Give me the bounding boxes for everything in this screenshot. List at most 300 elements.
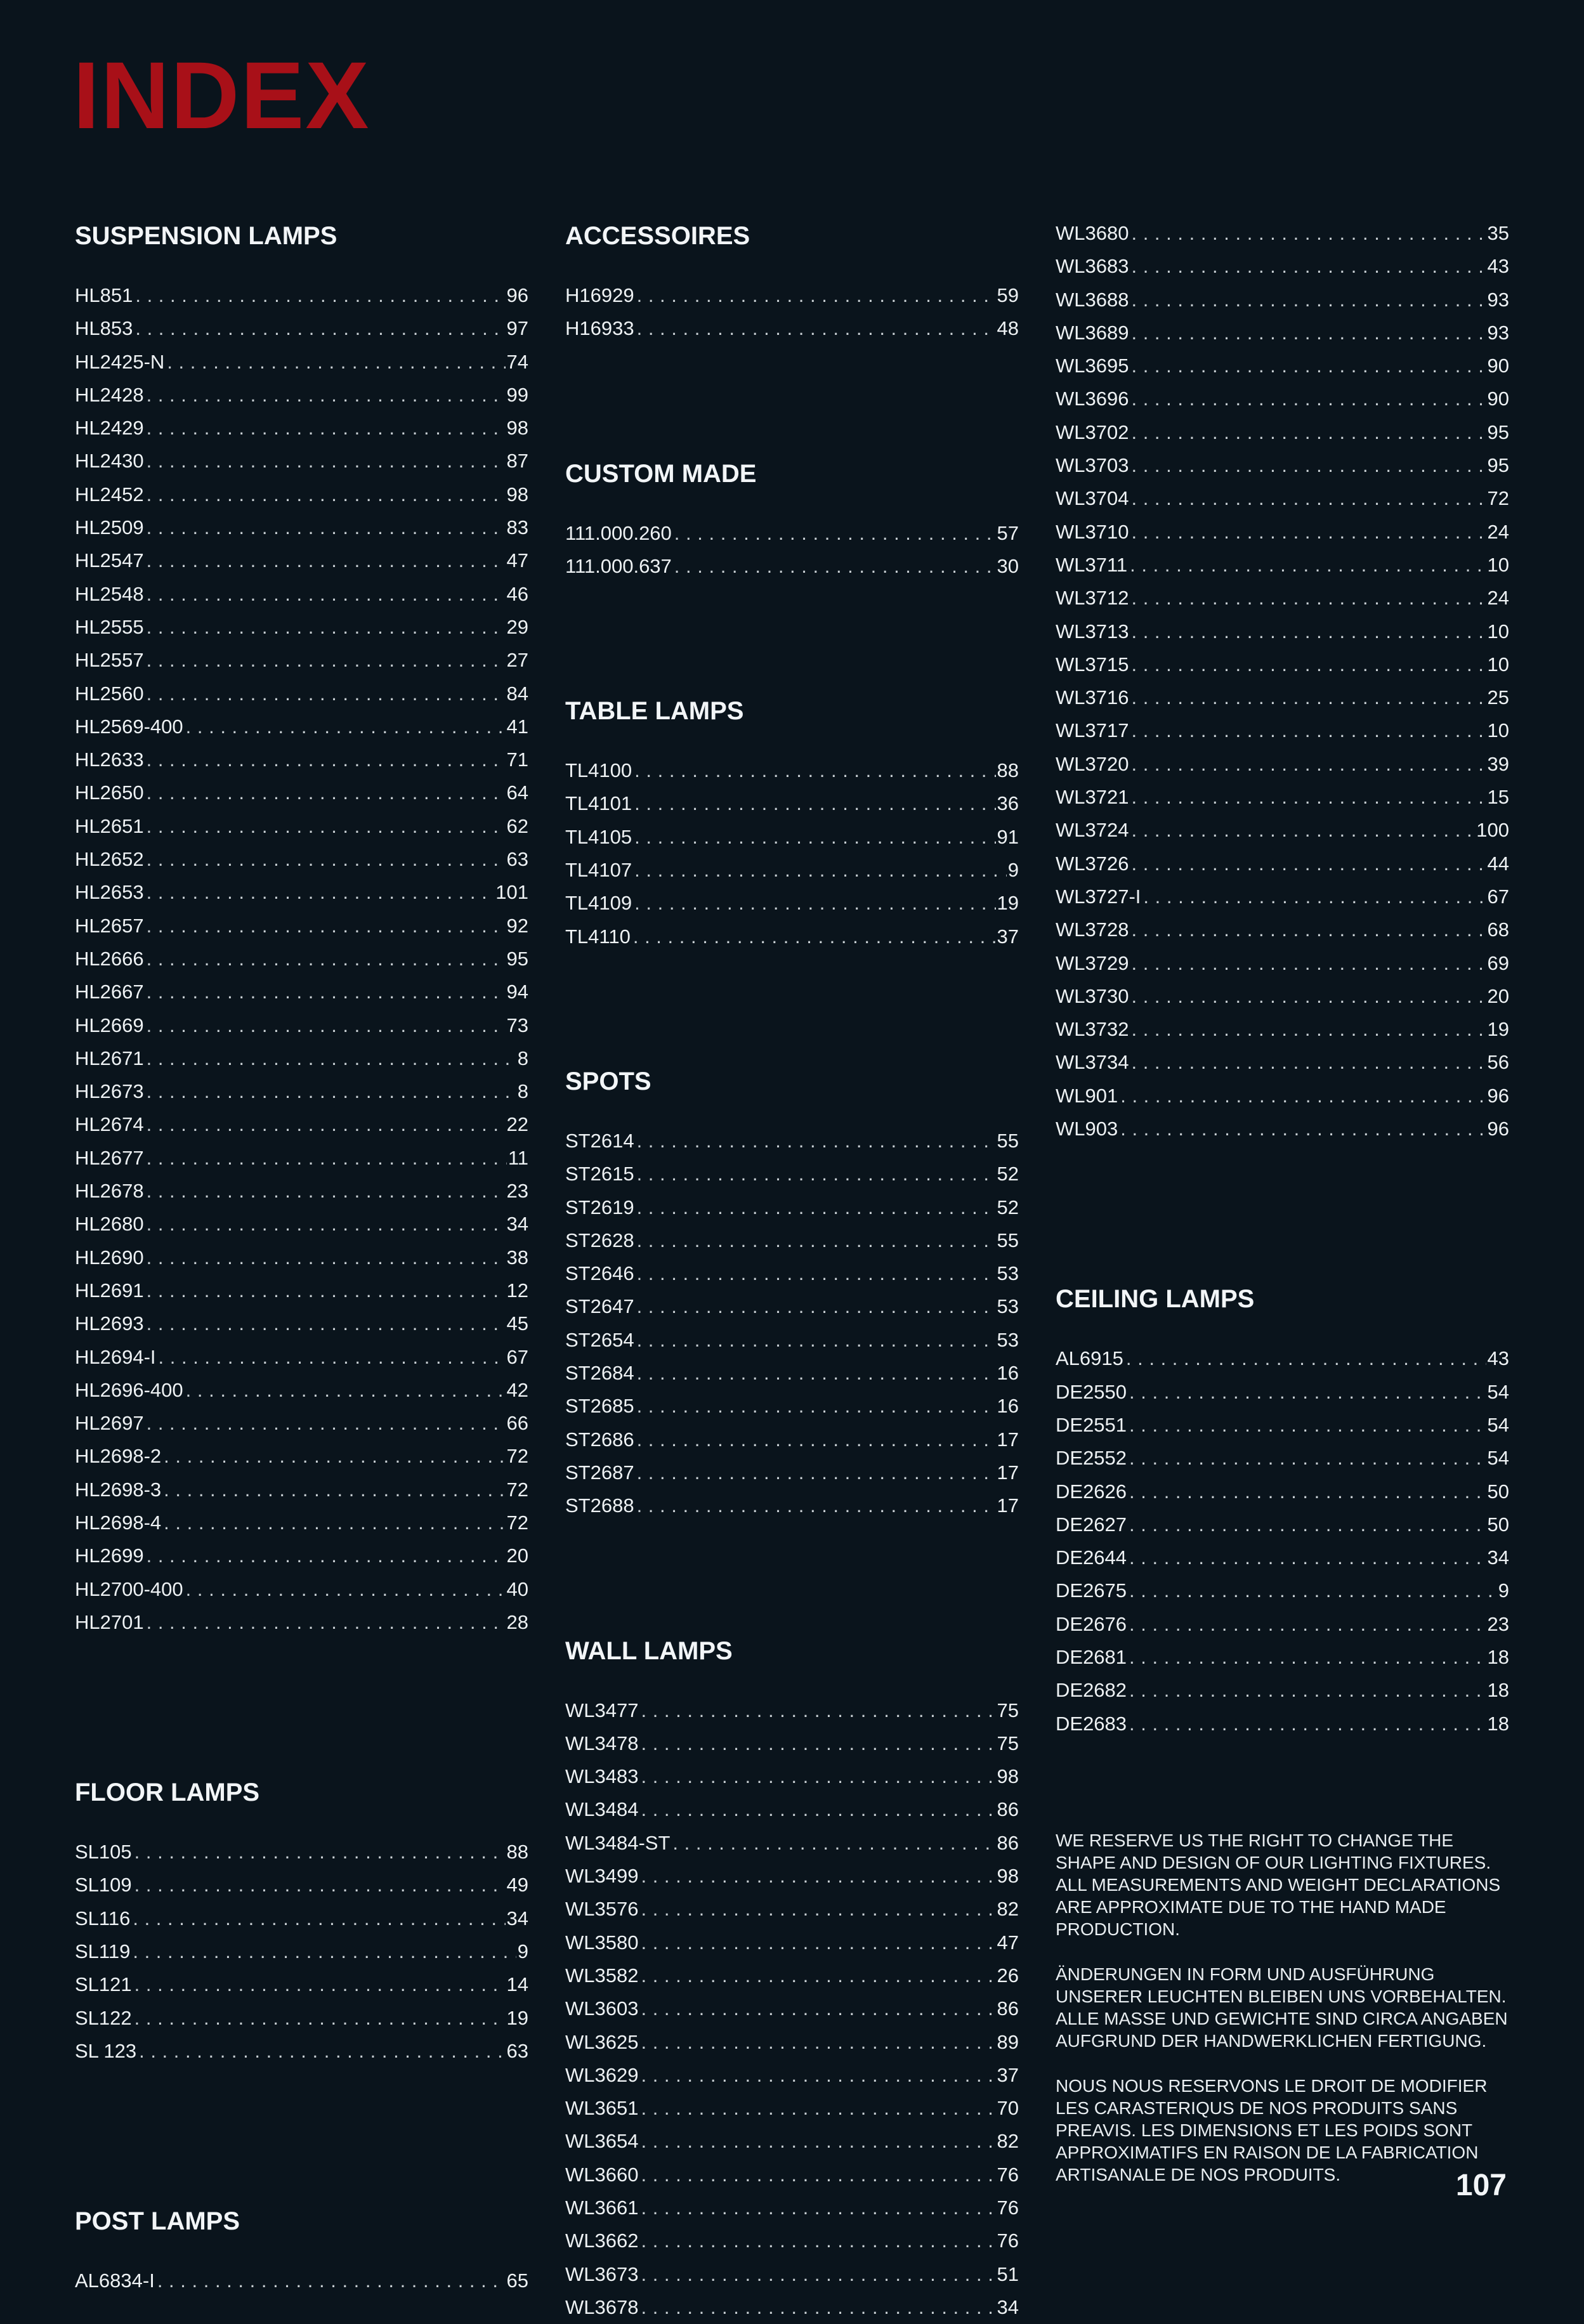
dot-leader (641, 1760, 995, 1793)
entry-code: WL903 (1056, 1118, 1118, 1140)
entry-code: SL105 (75, 1841, 132, 1864)
index-entry (565, 1357, 1019, 1390)
entry-page-number: 62 (506, 814, 528, 837)
entry-page-number: 54 (1487, 1380, 1509, 1403)
entry-code: HL2673 (75, 1080, 144, 1103)
dot-leader (134, 1869, 506, 1902)
index-entry (1056, 1409, 1509, 1442)
entry-page-number: 46 (506, 582, 528, 605)
section-floor-lamps (75, 1747, 528, 2068)
entry-page-number: 47 (506, 549, 528, 572)
entry-code: HL2548 (75, 582, 144, 605)
entry-code: 111.000.637 (565, 554, 672, 577)
entry-page-number: 54 (1487, 1447, 1509, 1470)
entry-page-number: 67 (1487, 885, 1509, 908)
dot-leader (139, 2035, 505, 2068)
index-entry (565, 1290, 1019, 1323)
entry-page-number: 96 (1487, 1118, 1509, 1140)
dot-leader (147, 578, 506, 611)
dot-leader (157, 2264, 506, 2297)
index-entry (75, 1473, 528, 1506)
dot-leader (1129, 1442, 1486, 1475)
entry-page-number: 22 (506, 1113, 528, 1136)
entry-page-number: 53 (997, 1328, 1019, 1351)
index-entry (75, 1307, 528, 1340)
dot-leader (1131, 814, 1475, 847)
dot-leader (147, 1142, 507, 1175)
entry-code: HL2698-4 (75, 1511, 162, 1534)
index-entry (565, 1893, 1019, 1926)
entry-page-number: 34 (506, 1907, 528, 1929)
entry-code: WL3727-I (1056, 885, 1141, 908)
entry-code: ST2687 (565, 1461, 634, 1484)
index-entry (1056, 1080, 1509, 1113)
entry-page-number: 8 (517, 1080, 528, 1103)
section-title: ACCESSOIRES (565, 222, 750, 250)
dot-leader (147, 511, 506, 544)
entry-page-number: 20 (506, 1544, 528, 1567)
index-entry (565, 2191, 1019, 2224)
dot-leader (641, 1727, 995, 1760)
disclaimer-german: ÄNDERUNGEN IN FORM UND AUSFÜHRUNG UNSERER LEUCHTEN BLEIBEN UNS VORBEHALTEN. ALLE MASSE UND GEWICHTE SIND CIRCA ANGABEN AUFGRUND DER HANDWERKLICHEN FERTIGUNG. (1056, 1964, 1508, 2051)
dot-leader (1131, 847, 1486, 880)
entry-page-number: 16 (997, 1395, 1019, 1418)
dot-leader (1131, 250, 1486, 283)
dot-leader (1131, 714, 1486, 747)
index-entry (75, 1440, 528, 1473)
index-entry (75, 644, 528, 677)
entry-code: WL3582 (565, 1964, 639, 1987)
page-number: 107 (1455, 2169, 1507, 2202)
index-entry (1056, 1442, 1509, 1475)
index-entry (565, 1489, 1019, 1522)
entry-code: DE2675 (1056, 1579, 1127, 1602)
dot-leader (1131, 980, 1486, 1013)
entry-page-number: 88 (997, 759, 1019, 782)
entry-code: DE2676 (1056, 1612, 1127, 1635)
entry-page-number: 66 (506, 1412, 528, 1435)
entry-page-number: 86 (997, 1798, 1019, 1821)
index-entry (565, 887, 1019, 920)
entry-list (75, 1836, 528, 2068)
section-accessoires (565, 190, 1019, 346)
entry-code: HL2633 (75, 748, 144, 771)
entry-page-number: 17 (997, 1494, 1019, 1517)
entry-code: HL2674 (75, 1113, 144, 1136)
section-spacer (75, 1639, 528, 1747)
entry-code: WL3712 (1056, 587, 1129, 610)
section-spacer (565, 346, 1019, 428)
entry-code: WL3629 (565, 2063, 639, 2086)
entry-code: WL3603 (565, 1997, 639, 2020)
dot-leader (147, 412, 506, 445)
dot-leader (641, 1860, 995, 1893)
entry-page-number: 17 (997, 1461, 1019, 1484)
entry-page-number: 19 (1487, 1018, 1509, 1041)
dot-leader (147, 1175, 506, 1208)
entry-page-number: 92 (506, 914, 528, 937)
entry-code: ST2688 (565, 1494, 634, 1517)
entry-page-number: 71 (506, 748, 528, 771)
dot-leader (1129, 1508, 1486, 1541)
entry-page-number: 19 (506, 2006, 528, 2029)
entry-page-number: 52 (997, 1163, 1019, 1185)
entry-code: H16933 (565, 317, 634, 340)
entry-page-number: 19 (997, 892, 1019, 915)
index-entry (75, 1341, 528, 1374)
index-entry (565, 1191, 1019, 1224)
entry-page-number: 70 (997, 2097, 1019, 2120)
index-entry (565, 1760, 1019, 1793)
dot-leader (147, 1108, 506, 1141)
entry-page-number: 87 (506, 450, 528, 473)
dot-leader (637, 312, 996, 345)
index-entry (75, 1836, 528, 1869)
index-entry (75, 1108, 528, 1141)
entry-code: HL2650 (75, 781, 144, 804)
entry-code: WL3688 (1056, 288, 1129, 311)
entry-code: ST2654 (565, 1328, 634, 1351)
entry-page-number: 45 (506, 1312, 528, 1335)
index-entry (1056, 681, 1509, 714)
index-entry (565, 1727, 1019, 1760)
dot-leader (1129, 1674, 1486, 1707)
entry-code: HL2509 (75, 516, 144, 539)
entry-code: SL119 (75, 1940, 131, 1963)
entry-code: WL3484-ST (565, 1831, 671, 1854)
entry-code: HL2669 (75, 1014, 144, 1036)
entry-page-number: 93 (1487, 288, 1509, 311)
dot-leader (1129, 1574, 1497, 1607)
section-suspension-lamps (75, 190, 528, 1639)
entry-page-number: 86 (997, 1831, 1019, 1854)
dot-leader (167, 346, 505, 379)
index-entry (75, 876, 528, 909)
section-title: CEILING LAMPS (1056, 1285, 1255, 1314)
index-entry (1056, 1113, 1509, 1146)
index-entry (1056, 250, 1509, 283)
section-table-lamps (565, 665, 1019, 953)
entry-page-number: 16 (997, 1362, 1019, 1385)
entry-code: WL3715 (1056, 653, 1129, 676)
dot-leader (637, 1191, 996, 1224)
dot-leader (1131, 681, 1486, 714)
dot-leader (1129, 1641, 1486, 1674)
entry-code: ST2614 (565, 1129, 634, 1152)
entry-code: SL122 (75, 2006, 132, 2029)
disclaimer-french: NOUS NOUS RESERVONS LE DROIT DE MODIFIER LES CARASTERIQUS DE NOS PRODUITS SANS PREAVIS. LES DIMENSIONS ET LES POIDS SONT APPROXIMATIFS EN RAISON DE LA FABRICATION ARTISANALE DE NOS PRODUITS. (1056, 2075, 1488, 2184)
entry-page-number: 18 (1487, 1712, 1509, 1735)
entry-page-number: 55 (997, 1229, 1019, 1251)
dot-leader (147, 478, 506, 511)
entry-page-number: 98 (506, 417, 528, 440)
entry-code: HL2452 (75, 483, 144, 506)
index-entry (565, 1390, 1019, 1423)
entry-code: WL3729 (1056, 951, 1129, 974)
index-entry (75, 1042, 528, 1075)
entry-code: HL2690 (75, 1246, 144, 1269)
dot-leader (634, 754, 995, 787)
entry-page-number: 39 (1487, 752, 1509, 775)
index-entry (1056, 814, 1509, 847)
dot-leader (147, 445, 506, 478)
entry-page-number: 89 (997, 2030, 1019, 2053)
section-spacer (1056, 1146, 1509, 1253)
entry-code: HL2547 (75, 549, 144, 572)
entry-code: SL116 (75, 1907, 131, 1929)
entry-code: WL3695 (1056, 355, 1129, 377)
dot-leader (641, 1694, 995, 1727)
entry-page-number: 86 (997, 1997, 1019, 2020)
entry-code: WL3704 (1056, 487, 1129, 510)
dot-leader (637, 1357, 996, 1390)
entry-page-number: 90 (1487, 355, 1509, 377)
index-entry (565, 2224, 1019, 2257)
entry-page-number: 67 (506, 1345, 528, 1368)
index-entry (1056, 1574, 1509, 1607)
dot-leader (147, 1274, 506, 1307)
entry-list (565, 754, 1019, 953)
dot-leader (633, 920, 996, 953)
entry-code: WL3678 (565, 2295, 639, 2318)
entry-code: TL4105 (565, 825, 632, 848)
entry-page-number: 23 (1487, 1612, 1509, 1635)
index-entry (565, 2158, 1019, 2191)
dot-leader (1129, 1475, 1486, 1508)
entry-code: ST2615 (565, 1163, 634, 1185)
index-entry (75, 1142, 528, 1175)
section-spacer (565, 583, 1019, 665)
dot-leader (147, 611, 506, 644)
index-entry (1056, 980, 1509, 1013)
entry-code: TL4110 (565, 925, 631, 948)
dot-leader (135, 312, 505, 345)
section-title: FLOOR LAMPS (75, 1779, 260, 1807)
index-entry (75, 1274, 528, 1307)
entry-page-number: 29 (506, 615, 528, 638)
entry-page-number: 34 (506, 1213, 528, 1236)
index-entry (75, 2035, 528, 2068)
entry-page-number: 76 (997, 2163, 1019, 2186)
entry-code: DE2683 (1056, 1712, 1127, 1735)
dot-leader (1131, 382, 1486, 415)
dot-leader (641, 2092, 995, 2125)
index-entry (75, 910, 528, 943)
entry-code: SL121 (75, 1973, 132, 1996)
entry-code: WL3703 (1056, 454, 1129, 477)
index-entry (565, 279, 1019, 312)
entry-code: HL2680 (75, 1213, 144, 1236)
index-entry (75, 710, 528, 743)
index-entry (1056, 1707, 1509, 1740)
entry-page-number: 53 (997, 1262, 1019, 1285)
entry-code: HL2697 (75, 1412, 144, 1435)
index-entry (1056, 615, 1509, 648)
index-entry (75, 1935, 528, 1968)
index-entry (565, 1694, 1019, 1727)
entry-code: WL3499 (565, 1865, 639, 1888)
index-entry (1056, 1046, 1509, 1079)
entry-page-number: 76 (997, 2229, 1019, 2252)
dot-leader (1120, 1113, 1486, 1146)
dot-leader (1129, 1541, 1486, 1574)
dot-leader (133, 1902, 505, 1935)
dot-leader (147, 876, 495, 909)
page-title: INDEX (73, 42, 370, 148)
entry-code: HL2652 (75, 848, 144, 871)
index-entry (565, 2059, 1019, 2092)
entry-page-number: 17 (997, 1428, 1019, 1451)
dot-leader (147, 843, 506, 876)
index-entry (565, 1324, 1019, 1357)
entry-page-number: 72 (506, 1511, 528, 1534)
dot-leader (1131, 1046, 1486, 1079)
entry-page-number: 88 (506, 1841, 528, 1864)
entry-code: HL2557 (75, 649, 144, 672)
dot-leader (637, 1290, 996, 1323)
index-entry (1056, 1608, 1509, 1641)
dot-leader (1129, 1409, 1486, 1442)
entry-page-number: 43 (1487, 255, 1509, 278)
entry-page-number: 72 (1487, 487, 1509, 510)
entry-page-number: 76 (997, 2196, 1019, 2219)
entry-page-number: 37 (997, 925, 1019, 948)
entry-page-number: 9 (1007, 859, 1019, 882)
index-entry (75, 478, 528, 511)
entry-code: HL2651 (75, 814, 144, 837)
dot-leader (674, 517, 996, 550)
dot-leader (637, 1125, 996, 1158)
entry-list (565, 1694, 1019, 2324)
entry-page-number: 10 (1487, 653, 1509, 676)
entry-code: SL109 (75, 1874, 132, 1896)
index-entry (1056, 1674, 1509, 1707)
entry-page-number: 97 (506, 317, 528, 340)
index-entry (1056, 880, 1509, 913)
entry-page-number: 98 (506, 483, 528, 506)
index-entry (1056, 913, 1509, 946)
dot-leader (147, 1208, 506, 1241)
dot-leader (641, 2258, 995, 2291)
dot-leader (147, 1307, 506, 1340)
index-entry (565, 1793, 1019, 1826)
index-entry (75, 346, 528, 379)
entry-code: HL2560 (75, 682, 144, 705)
dot-leader (1131, 615, 1486, 648)
entry-code: HL2696-400 (75, 1378, 183, 1401)
entry-page-number: 69 (1487, 951, 1509, 974)
index-entry (565, 517, 1019, 550)
dot-leader (641, 1793, 995, 1826)
entry-page-number: 18 (1487, 1679, 1509, 1702)
entry-code: WL3711 (1056, 553, 1128, 576)
dot-leader (637, 1456, 996, 1489)
dot-leader (1143, 880, 1486, 913)
entry-page-number: 75 (997, 1732, 1019, 1754)
entry-page-number: 28 (506, 1610, 528, 1633)
entry-page-number: 27 (506, 649, 528, 672)
dot-leader (641, 2291, 995, 2324)
index-entry (75, 1009, 528, 1042)
index-entry (1056, 284, 1509, 317)
index-entry (75, 976, 528, 1009)
entry-page-number: 20 (1487, 984, 1509, 1007)
entry-code: HL2428 (75, 383, 144, 406)
entry-code: ST2685 (565, 1395, 634, 1418)
index-entry (565, 1959, 1019, 1992)
index-entry (1056, 947, 1509, 980)
entry-page-number: 10 (1487, 553, 1509, 576)
dot-leader (147, 1539, 506, 1572)
entry-page-number: 14 (506, 1973, 528, 1996)
dot-leader (164, 1440, 505, 1473)
entry-page-number: 43 (1487, 1347, 1509, 1370)
entry-page-number: 94 (506, 981, 528, 1003)
dot-leader (147, 1009, 506, 1042)
entry-code: WL3734 (1056, 1051, 1129, 1074)
entry-code: WL3720 (1056, 752, 1129, 775)
entry-page-number: 10 (1487, 620, 1509, 643)
index-entry (75, 1208, 528, 1241)
entry-code: HL2694-I (75, 1345, 156, 1368)
dot-leader (637, 1324, 996, 1357)
index-entry (1056, 1013, 1509, 1046)
dot-leader (637, 1489, 996, 1522)
entry-page-number: 95 (1487, 421, 1509, 443)
dot-leader (1131, 217, 1486, 250)
entry-page-number: 59 (997, 284, 1019, 306)
dot-leader (1131, 1013, 1486, 1046)
dot-leader (1131, 516, 1486, 549)
index-entry (75, 743, 528, 776)
index-entry (1056, 781, 1509, 814)
entry-code: DE2627 (1056, 1513, 1127, 1536)
entry-page-number: 10 (1487, 719, 1509, 742)
index-entry (75, 1374, 528, 1407)
entry-page-number: 40 (506, 1577, 528, 1600)
entry-page-number: 44 (1487, 852, 1509, 875)
entry-code: HL2667 (75, 981, 144, 1003)
dot-leader (1131, 582, 1486, 615)
entry-code: WL3654 (565, 2130, 639, 2153)
index-entry (75, 677, 528, 710)
index-entry (565, 821, 1019, 854)
index-entry (565, 1992, 1019, 2025)
dot-leader (147, 776, 506, 809)
dot-leader (672, 1827, 995, 1860)
entry-code: DE2551 (1056, 1413, 1127, 1436)
dot-leader (1131, 482, 1486, 515)
section-title: CUSTOM MADE (565, 459, 757, 488)
entry-page-number: 34 (1487, 1546, 1509, 1569)
dot-leader (159, 1341, 506, 1374)
dot-leader (641, 2158, 995, 2191)
entry-list (565, 517, 1019, 584)
dot-leader (637, 1423, 996, 1456)
dot-leader (147, 1606, 506, 1639)
entry-page-number: 63 (506, 2039, 528, 2062)
entry-page-number: 75 (997, 1699, 1019, 1721)
entry-page-number: 72 (506, 1478, 528, 1501)
entry-code: ST2628 (565, 1229, 634, 1251)
dot-leader (147, 910, 506, 943)
index-entry (565, 2092, 1019, 2125)
index-entry (1056, 382, 1509, 415)
dot-leader (1131, 781, 1486, 814)
dot-leader (637, 1390, 996, 1423)
entry-list (565, 279, 1019, 346)
entry-code: AL6834-I (75, 2269, 155, 2292)
